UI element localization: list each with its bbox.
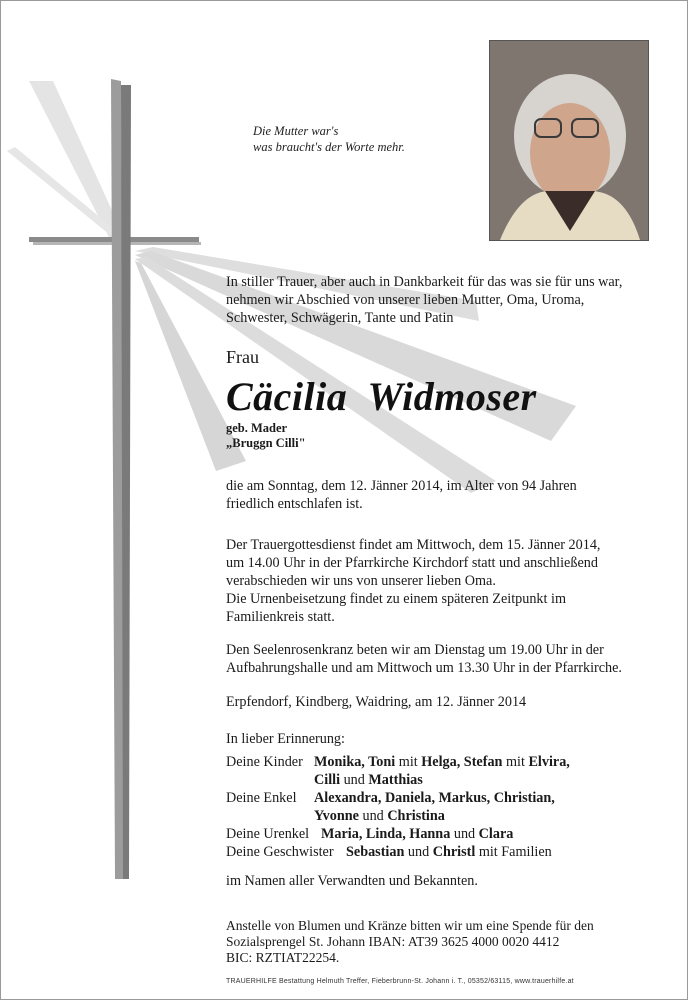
grandchildren-names: Alexandra, Daniela, Markus, Christian, (314, 790, 555, 806)
maiden-name-block (226, 421, 306, 451)
death-notice-line: die am Sonntag, dem 12. Jänner 2014, im Alter von 94 Jahren (226, 478, 577, 494)
deceased-name: Cäcilia Widmoser (226, 374, 537, 419)
memory-heading: In lieber Erinnerung: (226, 731, 345, 747)
intro-text (226, 273, 666, 327)
siblings-names: Sebastian und Christl mit Familien (346, 844, 552, 860)
donation-line: BIC: RZTIAT22254. (226, 950, 340, 965)
donation-request (226, 918, 666, 966)
intro-line: In stiller Trauer, aber auch in Dankbarkeit für das was sie für uns war, (226, 274, 623, 290)
maiden-name: geb. Mader (226, 421, 288, 435)
grandchildren-label: Deine Enkel (226, 790, 297, 806)
quote-block (253, 123, 405, 155)
great-grandchildren-names: Maria, Linda, Hanna und Clara (321, 826, 514, 842)
funeral-home-footer: TRAUERHILFE Bestattung Helmuth Treffer, Fieberbrunn-St. Johann i. T., 05352/63115, www.trauerhilfe.at (226, 978, 574, 985)
quote-line: Die Mutter war's (253, 124, 339, 138)
children-names: Monika, Toni mit Helga, Stefan mit Elvira, (314, 754, 570, 770)
funeral-info (226, 536, 666, 626)
rosary-info (226, 641, 666, 677)
death-notice (226, 477, 666, 513)
funeral-line: verabschieden wir uns von unserer lieben Oma. (226, 573, 496, 589)
intro-line: Schwester, Schwägerin, Tante und Patin (226, 310, 454, 326)
donation-line: Sozialsprengel St. Johann IBAN: AT39 3625 4000 0020 4412 (226, 934, 560, 949)
place-date: Erpfendorf, Kindberg, Waidring, am 12. Jänner 2014 (226, 694, 527, 710)
relatives-line: im Namen aller Verwandten und Bekannten. (226, 873, 478, 889)
intro-line: nehmen wir Abschied von unserer lieben Mutter, Oma, Uroma, (226, 292, 585, 308)
death-notice-line: friedlich entschlafen ist. (226, 496, 363, 512)
portrait-photo (489, 40, 649, 241)
funeral-line: Die Urnenbeisetzung findet zu einem späteren Zeitpunkt im (226, 591, 566, 607)
great-grandchildren-label: Deine Urenkel (226, 826, 310, 842)
rosary-line: Aufbahrungshalle und am Mittwoch um 13.30 Uhr in der Pfarrkirche. (226, 660, 622, 676)
children-label: Deine Kinder (226, 754, 303, 770)
grandchildren-names: Yvonne und Christina (314, 808, 445, 824)
funeral-line: um 14.00 Uhr in der Pfarrkirche Kirchdorf statt und anschließend (226, 555, 598, 571)
nickname: „Bruggn Cilli" (226, 436, 306, 450)
funeral-line: Der Trauergottesdienst findet am Mittwoch, dem 15. Jänner 2014, (226, 537, 601, 553)
rosary-line: Den Seelenrosenkranz beten wir am Dienstag um 19.00 Uhr in der (226, 642, 604, 658)
funeral-line: Familienkreis statt. (226, 609, 335, 625)
donation-line: Anstelle von Blumen und Kränze bitten wir um eine Spende für den (226, 918, 594, 933)
children-names: Cilli und Matthias (314, 772, 423, 788)
salutation: Frau (226, 347, 259, 367)
siblings-label: Deine Geschwister (226, 844, 334, 860)
quote-line: was braucht's der Worte mehr. (253, 140, 405, 154)
